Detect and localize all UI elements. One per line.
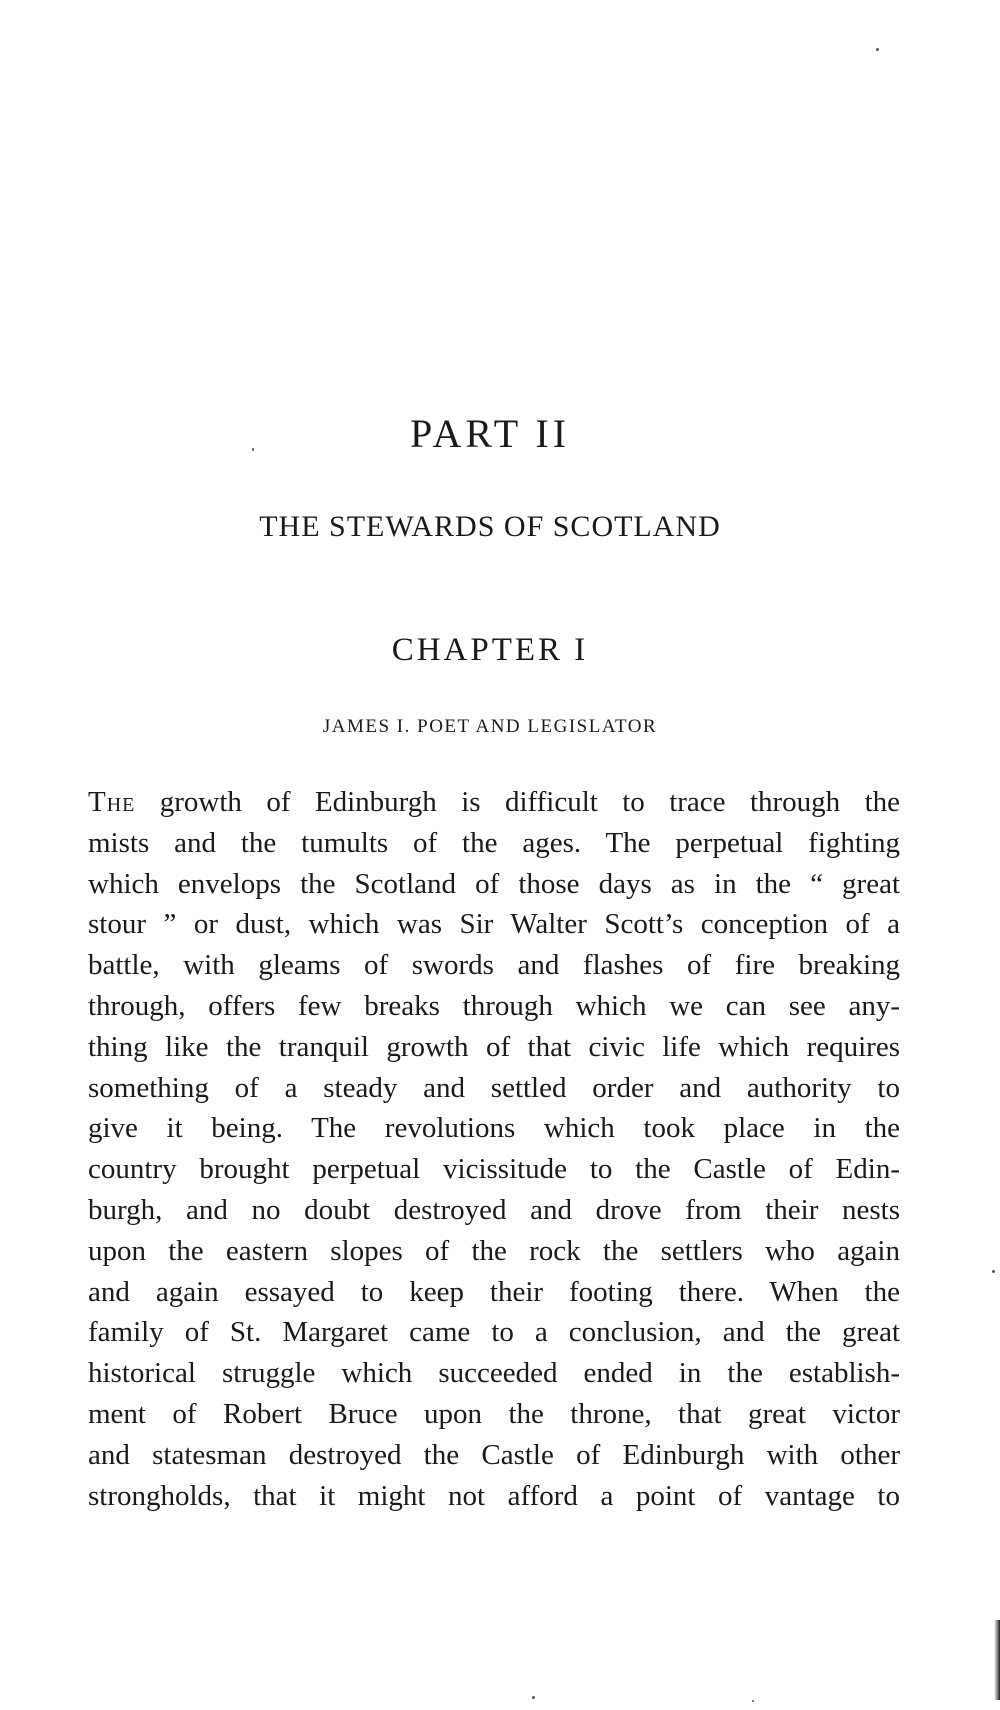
part-subtitle: THE STEWARDS OF SCOTLAND	[259, 510, 721, 543]
scan-speck	[532, 1696, 535, 1699]
opening-word: The	[88, 786, 136, 818]
body-line: stour ” or dust, which was Sir Walter Scott’s conception of a	[88, 908, 900, 941]
body-line: upon the eastern slopes of the rock the settlers who again	[88, 1234, 900, 1267]
chapter-title: CHAPTER I	[391, 632, 589, 668]
body-line: burgh, and no doubt destroyed and drove from their nests	[88, 1193, 900, 1226]
body-line: and statesman destroyed the Castle of Edinburgh with other	[88, 1438, 900, 1471]
body-line: give it being. The revolutions which took place in the	[88, 1112, 900, 1145]
body-line: historical struggle which succeeded ended in the establish-	[88, 1357, 900, 1390]
body-line: battle, with gleams of swords and flashes of fire breaking	[88, 949, 900, 982]
part-title: PART II	[409, 411, 571, 456]
body-line: family of St. Margaret came to a conclusion, and the great	[88, 1316, 900, 1349]
chapter-subtitle: JAMES I. POET AND LEGISLATOR	[322, 716, 658, 737]
body-line: through, offers few breaks through which we can see any-	[88, 989, 900, 1022]
page-edge-shadow	[994, 1620, 1000, 1700]
body-line: strongholds, that it might not afford a point of vantage to	[88, 1479, 900, 1512]
body-line: thing like the tranquil growth of that civic life which requires	[88, 1030, 900, 1063]
body-line: country brought perpetual vicissitude to the Castle of Edin-	[88, 1153, 900, 1186]
body-line: ment of Robert Bruce upon the throne, that great victor	[88, 1397, 900, 1430]
chapter-body	[88, 782, 900, 1516]
scan-speck	[252, 448, 254, 451]
body-line: something of a steady and settled order and authority to	[88, 1071, 900, 1104]
scan-speck	[992, 1270, 995, 1273]
body-line: mists and the tumults of the ages. The perpetual fighting	[88, 826, 900, 859]
scan-speck	[752, 1700, 754, 1702]
body-line: The growth of Edinburgh is difficult to trace through the	[88, 786, 900, 818]
body-line: and again essayed to keep their footing there. When the	[88, 1275, 900, 1308]
body-line: which envelops the Scotland of those days as in the “ great	[88, 867, 900, 900]
scan-speck	[876, 48, 879, 51]
